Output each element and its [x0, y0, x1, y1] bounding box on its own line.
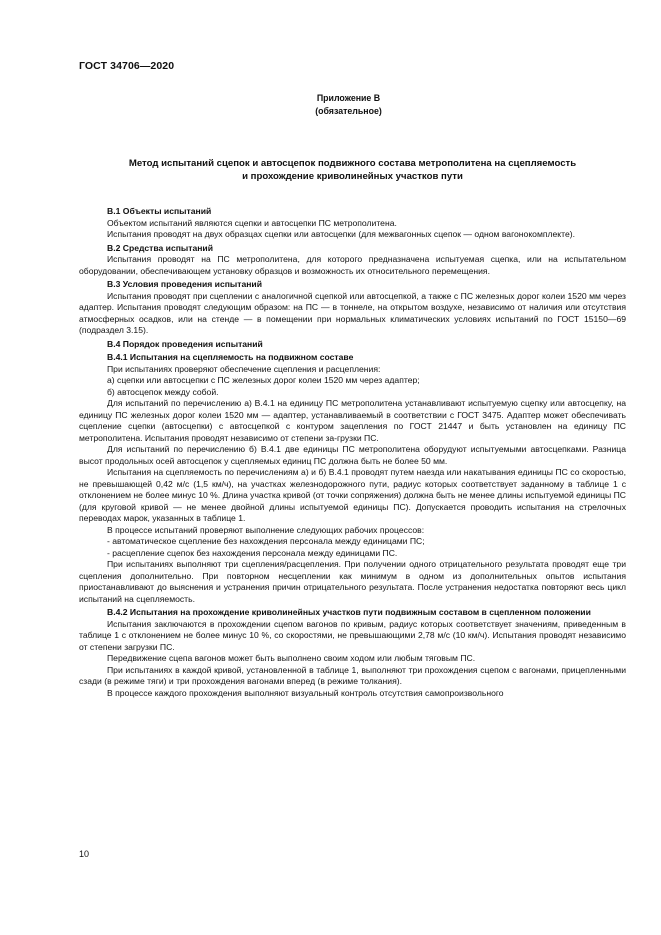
subsection-heading: В.4.1 Испытания на сцепляемость на подвижном составе — [107, 352, 354, 362]
paragraph: При испытаниях в каждой кривой, установленной в таблице 1, выполняют три прохождения сцепом с вагонами, прицепленными сзади (в режиме тяги) и три прохождения вагонами вперед (в режиме толкания). — [79, 664, 626, 686]
paragraph: Испытания проводят при сцеплении с аналогичной сцепкой или автосцепкой, а также с ПС железных дорог колеи 1520 мм через адаптер. Испытания проводят следующим образом: на ПС — в тоннеле, на открытом воздухе, независимо от наличия или отсутствия атмосферных осадков, или на стенде — в помещении при нормальных климатических условиях испытаний по ГОСТ 15150—69 (подраздел 3.15). — [79, 290, 626, 335]
document-body — [79, 204, 626, 699]
section-heading: В.3 Условия проведения испытаний — [107, 279, 262, 289]
paragraph: Передвижение сцепа вагонов может быть выполнено своим ходом или любым тяговым ПС. — [107, 653, 476, 663]
paragraph: Испытания проводят на двух образцах сцепки или автосцепки (для межвагонных сцепок — одном вагонокомплекте). — [107, 229, 576, 239]
list-item: - автоматическое сцепление без нахождения персонала между единицами ПС; — [107, 536, 425, 546]
list-item: б) автосцепок между собой. — [107, 386, 219, 397]
page-number: 10 — [79, 849, 90, 859]
section-heading: В.4 Порядок проведения испытаний — [107, 338, 263, 349]
section-heading: В.1 Объекты испытаний — [107, 206, 212, 216]
appendix-title — [79, 157, 626, 183]
paragraph: В процессе испытаний проверяют выполнение следующих рабочих процессов: — [107, 524, 425, 535]
appendix-label: Приложение В — [316, 93, 381, 103]
paragraph: Испытания на сцепляемость по перечислениям а) и б) В.4.1 проводят путем наезда или накатывания единицы ПС со скоростью, не превышающей 0,42 м/с (1,5 км/ч), на участках железнодорожного пути, радиус которых соответствует заданному в таблице 1 с отклонением не более минус 10 %. Длина участка кривой (от точки сопряжения) должна быть не менее длины испытуемой единицы ПС (для круговой кривой — не менее двойной длины испытуемой единицы ПС). Допускается проводить испытания на стрелочных переводах марок, указанных в таблице 1. — [79, 467, 626, 523]
paragraph: Для испытаний по перечислению б) В.4.1 две единицы ПС метрополитена оборудуют испытуемыми автосцепками. Разница высот продольных осей автосцепок у сцепляемых единиц ПС должна быть не более 50 мм. — [79, 444, 626, 466]
paragraph: Объектом испытаний являются сцепки и автосцепки ПС метрополитена. — [107, 217, 397, 228]
paragraph: Для испытаний по перечислению а) В.4.1 на единицу ПС метрополитена устанавливают испытуемую сцепку или автосцепку, на единицу ПС железных дорог колеи 1520 мм — адаптер, устанавливаемый в соответствии с ГОСТ 3475. Адаптер может обеспечивать сцепление сцепки (автосцепки) с автосцепкой с контуром зацепления по ГОСТ 21447 и быть установлен на единицу ПС метрополитена. Испытания проводят независимо от степени за-грузки ПС. — [79, 398, 626, 443]
title-line-1: Метод испытаний сцепок и автосцепок подвижного состава метрополитена на сцепляемость — [128, 158, 577, 169]
title-line-2: и прохождение криволинейных участков пути — [242, 171, 463, 182]
appendix-heading — [0, 92, 661, 118]
appendix-status: (обязательное) — [315, 106, 382, 116]
list-item: - расцепление сцепок без нахождения персонала между единицами ПС. — [107, 547, 398, 558]
paragraph: При испытаниях выполняют три сцепления/расцепления. При получении одного отрицательного результата проводят еще три сцепления дополнительно. При повторном несцеплении как минимум в одном из дополнительных опытов испытания приостанавливают до выяснения и устранения причин отрицательного результата. После устранения недостатка повторяют весь цикл испытаний на сцепляемость. — [79, 559, 626, 604]
paragraph: Испытания проводят на ПС метрополитена, для которого предназначена испытуемая сцепка, или на испытательном оборудовании, обеспечивающем установку образцов и возможность их относительного перемещения. — [79, 254, 626, 276]
paragraph: В процессе каждого прохождения выполняют визуальный контроль отсутствия самопроизвольного — [107, 687, 504, 698]
paragraph: Испытания заключаются в прохождении сцепом вагонов по кривым, радиус которых соответствует значениям, приведенным в таблице 1 с отклонением не более минус 10 %, со скоростями, не превышающими 2,78 м/с (10 км/ч). Испытания проводят независимо от степени загрузки ПС. — [79, 618, 626, 652]
paragraph: При испытаниях проверяют обеспечение сцепления и расцепления: — [107, 363, 381, 374]
subsection-heading: В.4.2 Испытания на прохождение криволинейных участков пути подвижным составом в сцепленном положении — [107, 607, 591, 617]
section-heading: В.2 Средства испытаний — [107, 242, 213, 253]
list-item: а) сцепки или автосцепки с ПС железных дорог колеи 1520 мм через адаптер; — [107, 375, 420, 385]
standard-code: ГОСТ 34706—2020 — [79, 60, 175, 72]
